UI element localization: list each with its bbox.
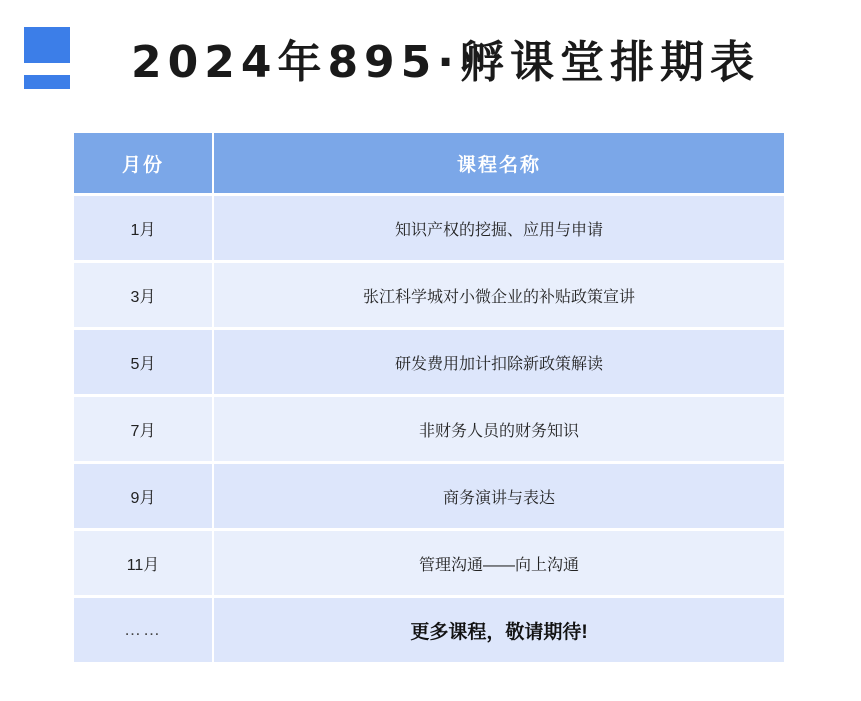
cell-month: 7月	[74, 397, 214, 461]
cell-month: 3月	[74, 263, 214, 327]
table-row	[74, 397, 784, 461]
blue-bar-decoration-icon	[24, 27, 70, 89]
cell-course: 商务演讲与表达	[214, 464, 784, 528]
cell-month: ……	[74, 598, 214, 662]
cell-month: 11月	[74, 531, 214, 595]
cell-course: 张江科学城对小微企业的补贴政策宣讲	[214, 263, 784, 327]
column-header-course: 课程名称	[214, 133, 784, 193]
cell-course: 更多课程，敬请期待!	[214, 598, 784, 662]
cell-month: 5月	[74, 330, 214, 394]
page-title: 2024年895·孵课堂排期表	[130, 37, 761, 88]
schedule-table-container	[74, 130, 784, 665]
table-row	[74, 263, 784, 327]
cell-month: 9月	[74, 464, 214, 528]
table-body	[74, 196, 784, 662]
page-header	[0, 18, 861, 98]
table-row	[74, 330, 784, 394]
table-row	[74, 464, 784, 528]
decoration-bar-top	[24, 27, 70, 63]
cell-month: 1月	[74, 196, 214, 260]
cell-course: 知识产权的挖掘、应用与申请	[214, 196, 784, 260]
cell-course: 管理沟通——向上沟通	[214, 531, 784, 595]
decoration-bar-bottom	[24, 75, 70, 89]
table-row-more	[74, 598, 784, 662]
table-row	[74, 531, 784, 595]
table-header-row	[74, 133, 784, 193]
schedule-table	[74, 130, 784, 665]
table-row	[74, 196, 784, 260]
cell-course: 研发费用加计扣除新政策解读	[214, 330, 784, 394]
column-header-month: 月份	[74, 133, 214, 193]
table-header	[74, 133, 784, 193]
cell-course: 非财务人员的财务知识	[214, 397, 784, 461]
